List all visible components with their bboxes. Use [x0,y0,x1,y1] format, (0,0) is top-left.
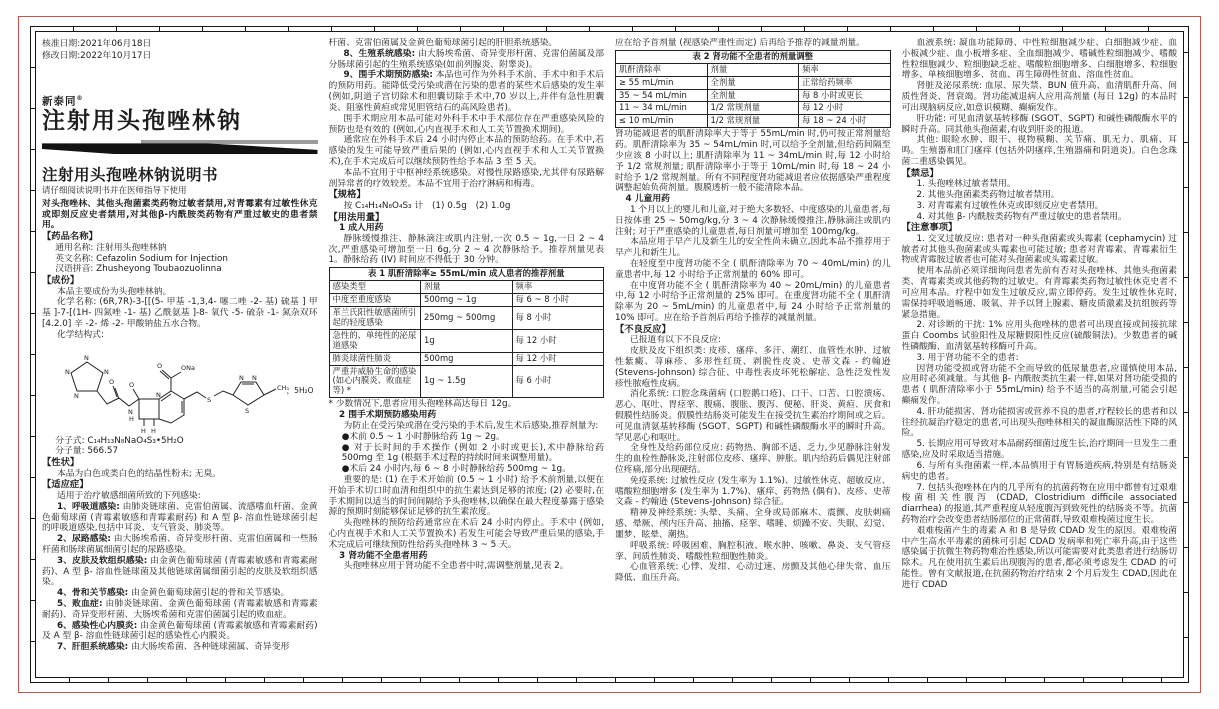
paragraph: 3. 对青霉素有过敏性休克或即刻反应史者禁用。 [916,200,1104,211]
paragraph: 精神及神经系统: 头晕、头痛、全身或局部麻木、震颤、皮肤刺痛感、晕厥、颅内压升高、抽搐、痉挛、嗜睡、烦躁不安、失眠、幻觉、噩梦、眩晕、潮热。 [615,508,891,540]
paragraph: 应在给予首剂量 (视感染严重性而定) 后再给予推荐的减量剂量。 [615,38,865,48]
field-line: ● 对于长时间的手术操作 (例如 2 小时或更长),术中静脉给药 500mg 至 1g (根据手术过程的持续时间来调整用量)。 [341,442,604,464]
paragraph: 肝功能: 可见血清氨基转移酶 (SGOT、SGPT) 和碱性磷酸酶水平的瞬时升高。同其他头孢菌素,有收到肝炎的报道。 [901,113,1177,135]
table-cell: 500mg [421,352,513,365]
column-2 [329,38,605,675]
svg-text:CH₃: CH₃ [276,383,289,392]
brand-logo [42,95,318,108]
table-cell: 1g [421,329,513,352]
table-header-cell: 频率 [512,281,604,294]
dosage-table [615,50,891,128]
table-header-row [616,63,891,76]
paragraph: 心血管系统: 心悸、发绀、心动过速、房颤及其他心律失常、血压降低、血压升高。 [615,562,891,584]
item-text: 由大肠埃希菌、奇异变形杆菌、克雷伯菌属和一些肠杆菌和肠球菌属细菌引起的尿路感染。 [42,534,318,555]
paragraph: 呼吸系统: 呼吸困难、胸腔积液、喉水肿、咳嗽、鼻炎、支气管痉挛、间质性肺炎、嗜酸性粒细胞性肺炎。 [615,540,891,562]
sub-section-heading: 2 围手术期预防感染用药 [339,410,437,421]
field-line: 汉语拼音: Zhusheyong Toubaozuolinna [55,264,222,275]
field-line: 分子式: C₁₄H₁₃N₈NaO₄S₃•5H₂O [55,435,184,446]
table-cell: 每 6 小时 [512,365,604,398]
item-text: 由大肠埃希菌、奇异变形杆菌、克雷伯菌属及部分肠球菌引起的生殖系统感染(如前列腺炎、附睾炎)。 [328,48,604,70]
table-header-cell: 剂量 [707,63,799,76]
warning-statement: 对头孢唑林、其他头孢菌素类药物过敏者禁用,对青霉素有过敏性休克或即刻反应史者禁用,对其他β-内酰胺类药物有严重过敏史的患者禁用。 [42,198,318,231]
sub-section-heading: 3 肾功能不全患者用药 [339,550,428,561]
field-line: 英文名称: Cefazolin Sodium for Injection [55,253,228,264]
sub-section-heading: 4 儿童用药 [625,194,670,205]
indication-item [42,599,318,621]
svg-text:N: N [83,353,89,362]
paragraph: 6. 与所有头孢菌素一样,本品慎用于有胃肠道疾病,特别是有结肠炎病史的患者。 [901,460,1177,482]
item-text: 本品也可作为外科手术前、手术中和手术后的预防用药。能降低受污染或潜在污染的患者的某些术后感染的发生率 (例如,阴道子宫切除术和胆囊切除手术中,70 岁以上,并伴有急性胆囊炎、阻塞性黄疸或常见胆管结石的高风险患者)。 [328,70,604,113]
table-cell: 11 ~ 34 mL/min [616,102,708,115]
paragraph: 本品主要成份为头孢唑林钠。 [56,286,172,297]
indication-item [329,70,605,113]
paragraph: 因肾功能受损或肾功能不全而导致的低尿量患者,应谨慎使用本品,应用时必须减量。与其他 β- 内酰胺类抗生素一样,如果对肾功能受损的患者 ( 肌酐清除率小于 55mL/min) 给予不适当的高剂量,可能会引起癫痫发作。 [901,363,1177,407]
paragraph: 皮肤及皮下组织类: 皮疹、瘙痒、多汗、潮红、血管性水肿、过敏性紫癜、荨麻疹、多形性红斑、剥脱性皮炎、史蒂文森 - 约翰逊 (Stevens-Johnson) 综合征、中毒性表皮坏死松解症、急性泛发性发疹性脓疱性皮病。 [615,346,891,389]
item-lead: 6、感染性心内膜炎: [56,620,138,631]
table-header-cell: 肌酐清除率 [616,63,708,76]
item-text: 由金黄色葡萄球菌 (青霉素敏感和青霉素耐药) 及 A 型 β- 溶血性链球菌引起的感染性心内膜炎。 [42,620,318,642]
paragraph: 2. 对诊断的干扰: 1% 应用头孢唑林的患者可出现直接或间接抗球蛋白 Coombs 试验阳性及尿糖假阳性反应(硫酸铜法)。少数患者的碱性磷酸酶、血清氨基转移酶可升高。 [901,320,1177,352]
table-cell: 35 ~ 54 mL/min [616,89,708,102]
item-text: 由肺炎链球菌、克雷伯菌属、流感嗜血杆菌、金黄色葡萄球菌 (青霉素敏感和青霉素耐药) 和 A 型 β- 溶血性链球菌引起的呼吸道感染,包括中耳炎、支气管炎、肺炎等。 [42,501,318,534]
paragraph: 杆菌、克雷伯菌属及金黄色葡萄球菌引起的肝胆系统感染。 [328,38,558,48]
table-row [329,352,604,365]
svg-text:H: H [140,426,146,434]
indication-item [42,556,318,588]
paragraph: 按 C₁₄H₁₄N₈O₄S₃ 计 (1) 0.5g (2) 1.0g [343,200,511,211]
paragraph: 肾脏及泌尿系统: 血尿、尿失禁、BUN 值升高、血清肌酐升高、间质性肾炎、肾衰竭。肾功能减退病人应用高剂量 (每日 12g) 的本品时可出现脑病反应,如意识模糊、癫痫发作。 [901,81,1177,113]
insert-title: 注射用头孢唑林钠说明书 [42,166,219,185]
item-lead: 7、肝胆系统感染: [56,642,129,653]
content-area [42,38,1177,675]
svg-text:N: N [73,391,79,400]
svg-text:H: H [128,414,134,423]
chemical-structure-drawing [51,342,309,434]
table-cell: 每 12 小时 [512,329,604,352]
table-caption: 表 1 肌酐清除率≥ 55mL/min 成人患者的推荐剂量 [329,268,604,281]
registered-mark: ® [76,94,84,102]
section-heading: 【药品名称】 [42,231,98,243]
paragraph: 适用于治疗敏感细菌所致的下列感染: [56,490,201,501]
table-cell: 严重并威胁生命的感染 (如心内膜炎、败血症等) * [329,365,421,398]
indication-item [42,534,318,556]
paragraph: 3. 用于肾功能不全的患者: [916,352,1019,363]
column-1 [42,38,318,675]
indication-item [42,588,318,599]
table-cell: 急性的、单纯性的泌尿道感染 [329,329,421,352]
section-heading: 【成份】 [42,275,80,287]
table-row [616,76,891,89]
table-cell: 每 18 ~ 24 小时 [799,115,891,128]
item-text: 由大肠埃希菌、各种链球菌属、奇异变形 [128,642,290,653]
table-cell: ≤ 10 mL/min [616,115,708,128]
paragraph: 2. 其他头孢菌素类药物过敏者禁用。 [916,189,1060,200]
hydrate-label: ，5H₂O [286,385,314,395]
paragraph: 在轻度至中度肾功能不全 ( 肌酐清除率为 70 ~ 40mL/min) 的儿童患者中,每 12 小时给予正常剂量的 60% 即可。 [615,259,891,280]
paragraph: 本品为白色或类白色的结晶性粉末; 无臭。 [56,468,222,479]
sub-section-heading: 1 成人用药 [339,223,384,234]
table-cell: 正常给药频率 [799,76,891,89]
paragraph: 头孢唑林的预防给药通常应在术后 24 小时内停止。手术中 (例如,心内直视手术和人工关节置换术) 若发生可能会导致严重后果的感染,手术完成后可继续预防性给药头孢唑林 3 ~ 5 天。 [328,518,604,550]
table-cell: 每 8 小时或更长 [799,89,891,102]
table-header-cell: 感染类型 [329,281,421,294]
paragraph: 化学结构式: [56,329,104,340]
paragraph: 免疫系统: 过敏性反应 (发生率为 1.1%)、过敏性休克、超敏反应、嗜酸粒细胞增多 (发生率为 1.7%)、瘙痒、药物热 (偶有)、皮疹、史蒂文森 - 约翰逊 (Stevens-Johnson) 综合征。 [615,475,891,508]
svg-text:N: N [103,367,109,376]
paragraph: 消化系统: 口腔念珠菌病 (口腔鹅口疮)、口干、口苦、口腔溃疡、恶心、呕吐、胃痉挛、腹痛、腹胀、腹泻、便秘、肝炎、黄疸、厌食和假膜性结肠炎。假膜性结肠炎可能发生在接受抗生素治疗期间或之后。可见血清氨基转移酶 (SGOT、SGPT) 和碱性磷酸酶水平的瞬时升高。罕见恶心和呕吐。 [615,389,891,443]
svg-text:N: N [127,407,133,416]
paragraph: 重要的是: (1) 在手术开始前 (0.5 ~ 1 小时) 给予术前剂量,以便在开始手术切口时血清和组织中的抗生素达到足够的浓度; (2) 必要时,在手术期间以适当的时间间隔给予头孢唑林,以确保在最大程度暴露于感染源的预期时刻能够保证足够的抗生素浓度。 [328,474,604,518]
field-line: 通用名称: 注射用头孢唑林钠 [55,242,167,253]
item-text: 由金黄色葡萄球菌引起的骨和关节感染。 [128,588,290,599]
indication-item [42,502,318,534]
table-cell: 每 12 小时 [512,352,604,365]
table-header-cell: 剂量 [421,281,513,294]
table-footnote: * 少数情况下,患者应用头孢唑林高达每日 12g。 [328,399,517,410]
paragraph: 其他: 眼睑水肿、眼干、视物模糊、关节痛、肌无力、肌痛、耳鸣。生殖器和肛门瘙痒 (包括外阴瘙痒,生殖器痛和阴道炎)。白色念珠菌二重感染偶见。 [901,135,1177,167]
paragraph: 通常应在外科手术后 24 小时内停止本品的预防给药。在手术中,若感染的发生可能导致严重后果的 (例如,心内直视手术和人工关节置换术),在手术完成后可以继续预防性给予本品 3 至 5 天。 [328,135,604,167]
banner-black-swoosh [42,143,318,154]
title-banner [42,139,318,154]
table-caption-row [329,268,604,281]
paragraph: 静脉缓慢推注、静脉滴注或肌内注射,一次 0.5 ~ 1g,一日 2 ~ 4 次,严重感染可增加至一日 6g,分 2 ~ 4 次静脉给予。推荐剂量见表 1。静脉给药 (IV) 时间应不得低于 30 分钟。 [328,233,604,266]
insert-subtitle: 请仔细阅读说明书并在医师指导下使用 [42,186,187,197]
svg-text:N: N [155,390,161,399]
table-cell: 1/2 常规剂量 [707,102,799,115]
svg-text:O: O [128,380,134,389]
paragraph: 7. 包括头孢唑林在内的几乎所有的抗菌药物在应用中都曾有过艰难梭菌相关性腹泻 (CDAD, Clostridium difficile associated diarrhea) 的报道,其严重程度从轻度腹泻到致死性的结肠炎不等。抗菌药物治疗会改变患者结肠部位的正常菌群,导致艰难梭菌过度生长。 [901,482,1177,525]
paragraph: 血液系统: 凝血功能障碍、中性粒细胞减少症、白细胞减少症、血小板减少症、血小板增多症、全血细胞减少、嗜碱性粒细胞减少、嗜酸性粒细胞减少、粒细胞缺乏症、嗜酸粒细胞增多、白细胞增多、粒细胞增多、单核细胞增多、贫血、再生障碍性贫血、溶血性贫血。 [901,38,1177,81]
section-heading: 【注意事项】 [901,222,958,234]
column-1-blocks [42,231,318,653]
date-block [42,38,318,63]
revision-date: 修改日期:2022年10月17日 [42,51,152,62]
paragraph: 1 个月以上的婴儿和儿童,对于绝大多数轻、中度感染的儿童患者,每日按体重 25 ~ 50mg/kg,分 3 ~ 4 次静脉缓慢推注,静脉滴注或肌内注射; 对于严重感染的儿童患者,每日剂量可增加至 100mg/kg。 [615,204,891,237]
item-lead: 5、败血症: [56,599,103,610]
section-heading: 【不良反应】 [615,323,671,335]
indication-item [42,621,318,643]
section-heading: 【适应症】 [42,479,89,491]
paragraph: 为防止在受污染或潜在受污染的手术后,发生术后感染,推荐剂量为: [343,420,599,431]
section-heading: 【禁忌】 [901,167,939,179]
paragraph: 肾功能减退者的肌酐清除率大于等于 55mL/min 时,仍可按正常剂量给药。肌酐清除率为 35 ~ 54mL/min 时,可以给予全剂量,但给药间隔至少应该 8 小时以上; 肌酐清除率为 11 ~ 34mL/min 时,每 12 小时给予 1/2 常规剂量; 肌酐清除率小于等于 10mL/min 时,每 18 ~ 24 小时给予 1/2 常规剂量。所有不同程度肾功能减退者应依据感染严重程度调整起始负荷剂量。腹膜透析一般不能清除本品。 [615,129,891,194]
svg-text:H: H [150,426,156,434]
table-cell: 每 12 小时 [799,102,891,115]
paragraph: 化学名称: (6R,7R)-3-[[(5- 甲基 -1,3,4- 噻二唑 -2- 基) 硫基 ] 甲基 ]-7-[(1H- 四氮唑 -1- 基) 乙酰氨基 ]-8- 氧代 -5- 硫杂 -1- 氮杂双环 [4.2.0] 辛 -2- 烯 -2- 甲酸钠盐五水合物。 [42,297,318,329]
paragraph: 使用本品前必须详细询问患者先前有否对头孢唑林、其他头孢菌素类、青霉素类或其他药物的过敏史。有青霉素类药物过敏性休克史者不可应用本品。疗程中如发生过敏反应,需立即停药。发生过敏性休克时,需保持呼吸道畅通、吸氧、并予以肾上腺素、糖皮质激素及抗组胺药等紧急措施。 [901,266,1177,320]
table-cell: 每 8 小时 [512,307,604,330]
section-heading: 【性状】 [42,457,80,469]
chemical-structure [42,342,318,434]
item-lead: 1、呼吸道感染: [56,501,120,512]
approval-date: 核准日期:2021年06月18日 [42,39,152,49]
table-caption: 表 2 肾功能不全患者的剂量调整 [616,50,891,63]
svg-text:ONa: ONa [180,363,195,372]
indication-item [42,642,318,653]
column-4 [902,38,1178,675]
paragraph: 本品不宜用于中枢神经系统感染。对慢性尿路感染,尤其伴有尿路解剖异常者的疗效较差。本品不宜用于治疗淋病和梅毒。 [328,167,604,189]
field-line: ●术前 0.5 ~ 1 小时静脉给药 1g ~ 2g。 [341,431,505,442]
table-cell: 全剂量 [707,89,799,102]
section-heading: 【用法用量】 [328,211,385,223]
table-cell: 500mg ~ 1g [421,294,513,307]
paragraph: 已报道有以下不良反应: [629,335,721,346]
table-cell: 中度至重度感染 [329,294,421,307]
svg-text:N: N [251,373,257,382]
paragraph: 全身性及给药部位反应: 药物热、胸部不适、乏力,少见静脉注射发生的血栓性静脉炎,注射部位皮疹、瘙痒、肿胀。肌内给药后偶见注射部位疼痛,部分出现硬结。 [615,443,891,476]
table-cell: 肺炎球菌性肺炎 [329,352,421,365]
table-row [329,365,604,398]
svg-text:S: S [206,395,211,404]
paragraph: 头孢唑林应用于肾功能不全患者中时,需调整剂量,见表 2。 [343,561,569,572]
table-cell: 1/2 常规剂量 [707,115,799,128]
banner-gray-stripe [141,140,317,144]
field-line: ●术后 24 小时内,每 6 ~ 8 小时静脉给药 500mg ~ 1g。 [341,464,571,475]
item-text: 由肺炎链球菌、金黄色葡萄球菌 (青霉素敏感和青霉素耐药)、奇异变形杆菌、大肠埃希菌和克雷伯菌属引起的败血症。 [42,599,318,620]
table-row [616,89,891,102]
paragraph: 围手术期应用本品可能对外科手术中手术部位存在严重感染风险的预防也是有效的 (例如,心内直视手术和人工关节置换术期间)。 [328,113,604,135]
table-cell: 革兰氏阳性敏感菌所引起的轻度感染 [329,307,421,330]
svg-text:N: N [238,373,244,382]
item-lead: 4、骨和关节感染: [56,588,129,599]
product-title: 注射用头孢唑林钠 [42,108,242,135]
svg-text:O: O [156,361,162,370]
table-cell: 每 6 ~ 8 小时 [512,294,604,307]
brand-name: 新泰同 [42,95,77,108]
item-text: 由金黄色葡萄球菌 (青霉素敏感和青霉素耐药)、A 型 β- 溶血性链球菌及其他链球菌属细菌引起的皮肤及软组织感染。 [42,555,318,588]
indication-item [329,49,605,71]
dosage-table [329,267,605,398]
paragraph: 本品应用于早产儿及新生儿的安全性尚未确立,因此本品不推荐用于早产儿和新生儿。 [615,237,891,259]
table-cell: 全剂量 [707,76,799,89]
column-3 [615,38,891,675]
table-header-cell: 频率 [799,63,891,76]
paragraph: 1. 交叉过敏反应: 患者对一种头孢菌素或头霉素 (cephamycin) 过敏者对其他头孢菌素或头霉素也可能过敏; 患者对青霉素、青霉素衍生物或青霉胺过敏者也可能对头孢菌素或头霉素过敏。 [901,233,1177,266]
table-row [616,102,891,115]
table-cell: 1g ~ 1.5g [421,365,513,398]
table-caption-row [616,50,891,63]
svg-text:N: N [64,367,70,376]
paragraph: 艰难梭菌产生的毒素 A 和 B 是导致 CDAD 发生的原因。艰难梭菌中产生高水平毒素的菌株可引起 CDAD 发病率和死亡率升高,由于这些感染属于抗微生物药物难治性感染,所以可能需要对此类患者进行结肠切除术。凡在使用抗生素后出现腹泻的患者,都必须考虑发生 CDAD 的可能性。曾有文献报道,在抗菌药物治疗结束 2 个月后发生 CDAD,因此在进行 CDAD [901,525,1177,590]
item-lead: 3、皮肤及软组织感染: [56,555,148,566]
item-lead: 2、尿路感染: [56,534,111,545]
field-line: 分子量: 566.57 [55,446,119,457]
paragraph: 在中度肾功能不全 ( 肌酐清除率为 40 ~ 20mL/min) 的儿童患者中,每 12 小时给予正常剂量的 25% 即可。在重度肾功能不全 ( 肌酐清除率为 20 ~ 5mL/min) 的儿童患者中,每 24 小时给予正常剂量的 10% 即可。应在给予首剂后再给予推荐的减量剂量。 [615,280,891,324]
item-lead: 9、围手术期预防感染: [343,70,433,81]
svg-text:S: S [244,406,249,415]
table-cell: 250mg ~ 500mg [421,307,513,330]
table-cell: ≥ 55 mL/min [616,76,708,89]
item-lead: 8、生殖系统感染: [343,48,416,59]
paragraph: 1. 头孢唑林过敏者禁用。 [916,179,1016,190]
table-row [329,329,604,352]
svg-text:O: O [108,377,114,386]
table-row [329,307,604,330]
section-heading: 【规格】 [328,189,366,201]
paragraph: 4. 肝功能损害、肾功能损害或营养不良的患者,疗程较长的患者和以往经抗凝治疗稳定的患者,可出现头孢唑林相关的凝血酶原活性下降的风险。 [901,406,1177,439]
paragraph: 5. 长期应用可导致对本品耐药细菌过度生长,治疗期间一旦发生二重感染,应及时采取适当措施。 [901,439,1177,461]
table-row [329,294,604,307]
paragraph: 4. 对其他 β- 内酰胺类药物有严重过敏史的患者禁用。 [916,211,1127,222]
table-row [616,115,891,128]
table-header-row [329,281,604,294]
